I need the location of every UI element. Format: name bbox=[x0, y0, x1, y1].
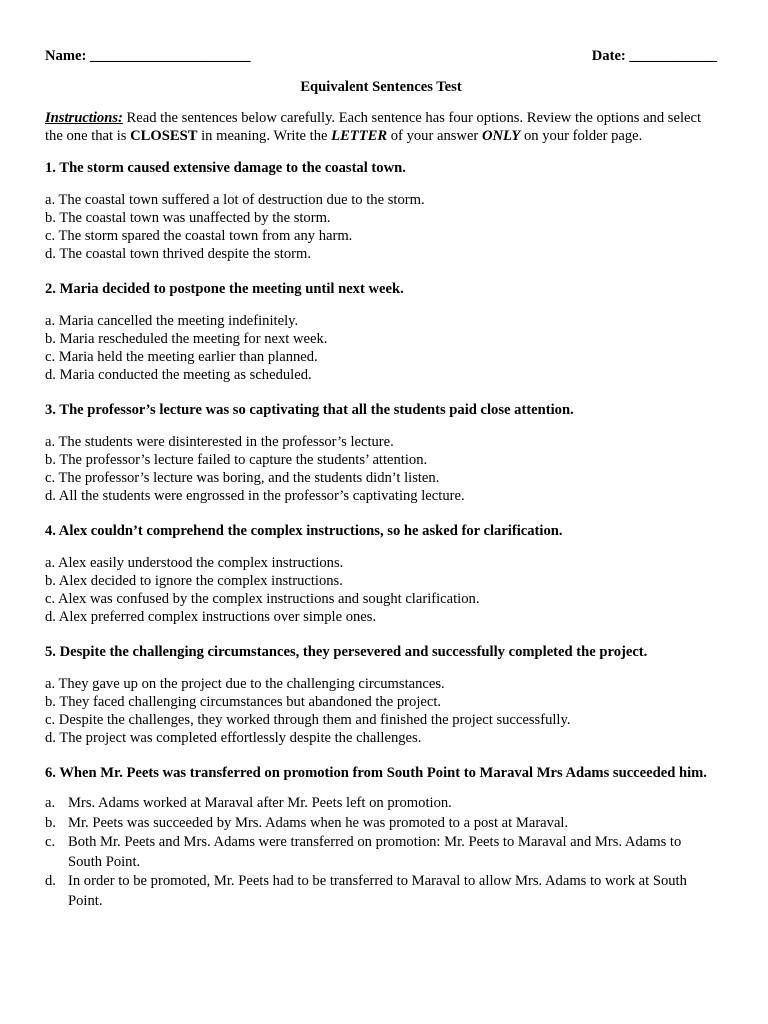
header-row bbox=[45, 47, 717, 65]
option-6b bbox=[45, 814, 717, 834]
instructions-label: Instructions: bbox=[45, 110, 123, 126]
option-1d: d. The coastal town thrived despite the storm. bbox=[45, 246, 312, 262]
option-6a-letter: a. bbox=[45, 795, 56, 811]
question-5-options bbox=[45, 675, 717, 747]
option-1c: c. The storm spared the coastal town from any harm. bbox=[45, 228, 353, 244]
option-6b-text: Mr. Peets was succeeded by Mrs. Adams when he was promoted to a post at Maraval. bbox=[68, 814, 569, 831]
option-6d-text: In order to be promoted, Mr. Peets had to be transferred to Maraval to allow Mrs. Adams to work at South Point. bbox=[68, 873, 687, 909]
option-3b: b. The professor’s lecture failed to capture the students’ attention. bbox=[45, 452, 428, 468]
question-3-options bbox=[45, 433, 717, 505]
question-4-options bbox=[45, 554, 717, 626]
option-6c bbox=[45, 833, 717, 872]
instructions bbox=[45, 109, 717, 145]
question-2-options bbox=[45, 312, 717, 384]
option-4d: d. Alex preferred complex instructions over simple ones. bbox=[45, 609, 377, 625]
question-6: 6. When Mr. Peets was transferred on promotion from South Point to Maraval Mrs Adams succeeded him. bbox=[45, 765, 707, 781]
question-1-options bbox=[45, 191, 717, 263]
option-4c: c. Alex was confused by the complex instructions and sought clarification. bbox=[45, 591, 480, 607]
question-6-options bbox=[45, 794, 717, 911]
instructions-only: ONLY bbox=[481, 128, 521, 144]
option-5d: d. The project was completed effortlessly despite the challenges. bbox=[45, 730, 422, 746]
option-4a: a. Alex easily understood the complex instructions. bbox=[45, 555, 344, 571]
option-5a: a. They gave up on the project due to the challenging circumstances. bbox=[45, 676, 445, 692]
option-6a bbox=[45, 794, 717, 814]
option-4b: b. Alex decided to ignore the complex instructions. bbox=[45, 573, 343, 589]
question-4: 4. Alex couldn’t comprehend the complex instructions, so he asked for clarification. bbox=[45, 523, 563, 539]
instructions-closest: CLOSEST bbox=[130, 128, 198, 144]
date-field-label: Date: ____________ bbox=[591, 48, 717, 64]
option-3c: c. The professor’s lecture was boring, and the students didn’t listen. bbox=[45, 470, 440, 486]
page-title: Equivalent Sentences Test bbox=[300, 79, 462, 95]
option-6d bbox=[45, 872, 717, 911]
option-1b: b. The coastal town was unaffected by the storm. bbox=[45, 210, 331, 226]
option-6d-letter: d. bbox=[45, 873, 56, 889]
option-6a-text: Mrs. Adams worked at Maraval after Mr. Peets left on promotion. bbox=[68, 795, 452, 811]
question-3: 3. The professor’s lecture was so captivating that all the students paid close attention. bbox=[45, 402, 574, 418]
option-1a: a. The coastal town suffered a lot of destruction due to the storm. bbox=[45, 192, 425, 208]
name-field-label: Name: ______________________ bbox=[45, 48, 251, 64]
instructions-text-1: Read the sentences below carefully. Each sentence has four options. Review the options and select the one that is bbox=[45, 110, 702, 144]
option-5b: b. They faced challenging circumstances but abandoned the project. bbox=[45, 694, 442, 710]
question-2: 2. Maria decided to postpone the meeting until next week. bbox=[45, 281, 404, 297]
option-2a: a. Maria cancelled the meeting indefinitely. bbox=[45, 313, 299, 329]
question-5: 5. Despite the challenging circumstances, they persevered and successfully completed the project. bbox=[45, 644, 648, 660]
instructions-text-3: of your answer bbox=[387, 128, 482, 144]
option-6b-letter: b. bbox=[45, 814, 56, 831]
option-3a: a. The students were disinterested in the professor’s lecture. bbox=[45, 434, 394, 450]
option-2d: d. Maria conducted the meeting as scheduled. bbox=[45, 367, 312, 383]
instructions-text-2: in meaning. Write the bbox=[197, 128, 332, 144]
document-page bbox=[45, 47, 717, 911]
option-6c-letter: c. bbox=[45, 834, 56, 850]
option-2b: b. Maria rescheduled the meeting for next week. bbox=[45, 331, 328, 347]
option-2c: c. Maria held the meeting earlier than planned. bbox=[45, 349, 318, 365]
instructions-text-4: on your folder page. bbox=[520, 128, 643, 144]
option-5c: c. Despite the challenges, they worked through them and finished the project successfully. bbox=[45, 712, 571, 728]
instructions-letter: LETTER bbox=[331, 128, 388, 144]
question-1: 1. The storm caused extensive damage to the coastal town. bbox=[45, 160, 406, 176]
option-3d: d. All the students were engrossed in the professor’s captivating lecture. bbox=[45, 488, 465, 504]
option-6c-text: Both Mr. Peets and Mrs. Adams were transferred on promotion: Mr. Peets to Maraval and Mrs. Adams to South Point. bbox=[68, 834, 682, 870]
